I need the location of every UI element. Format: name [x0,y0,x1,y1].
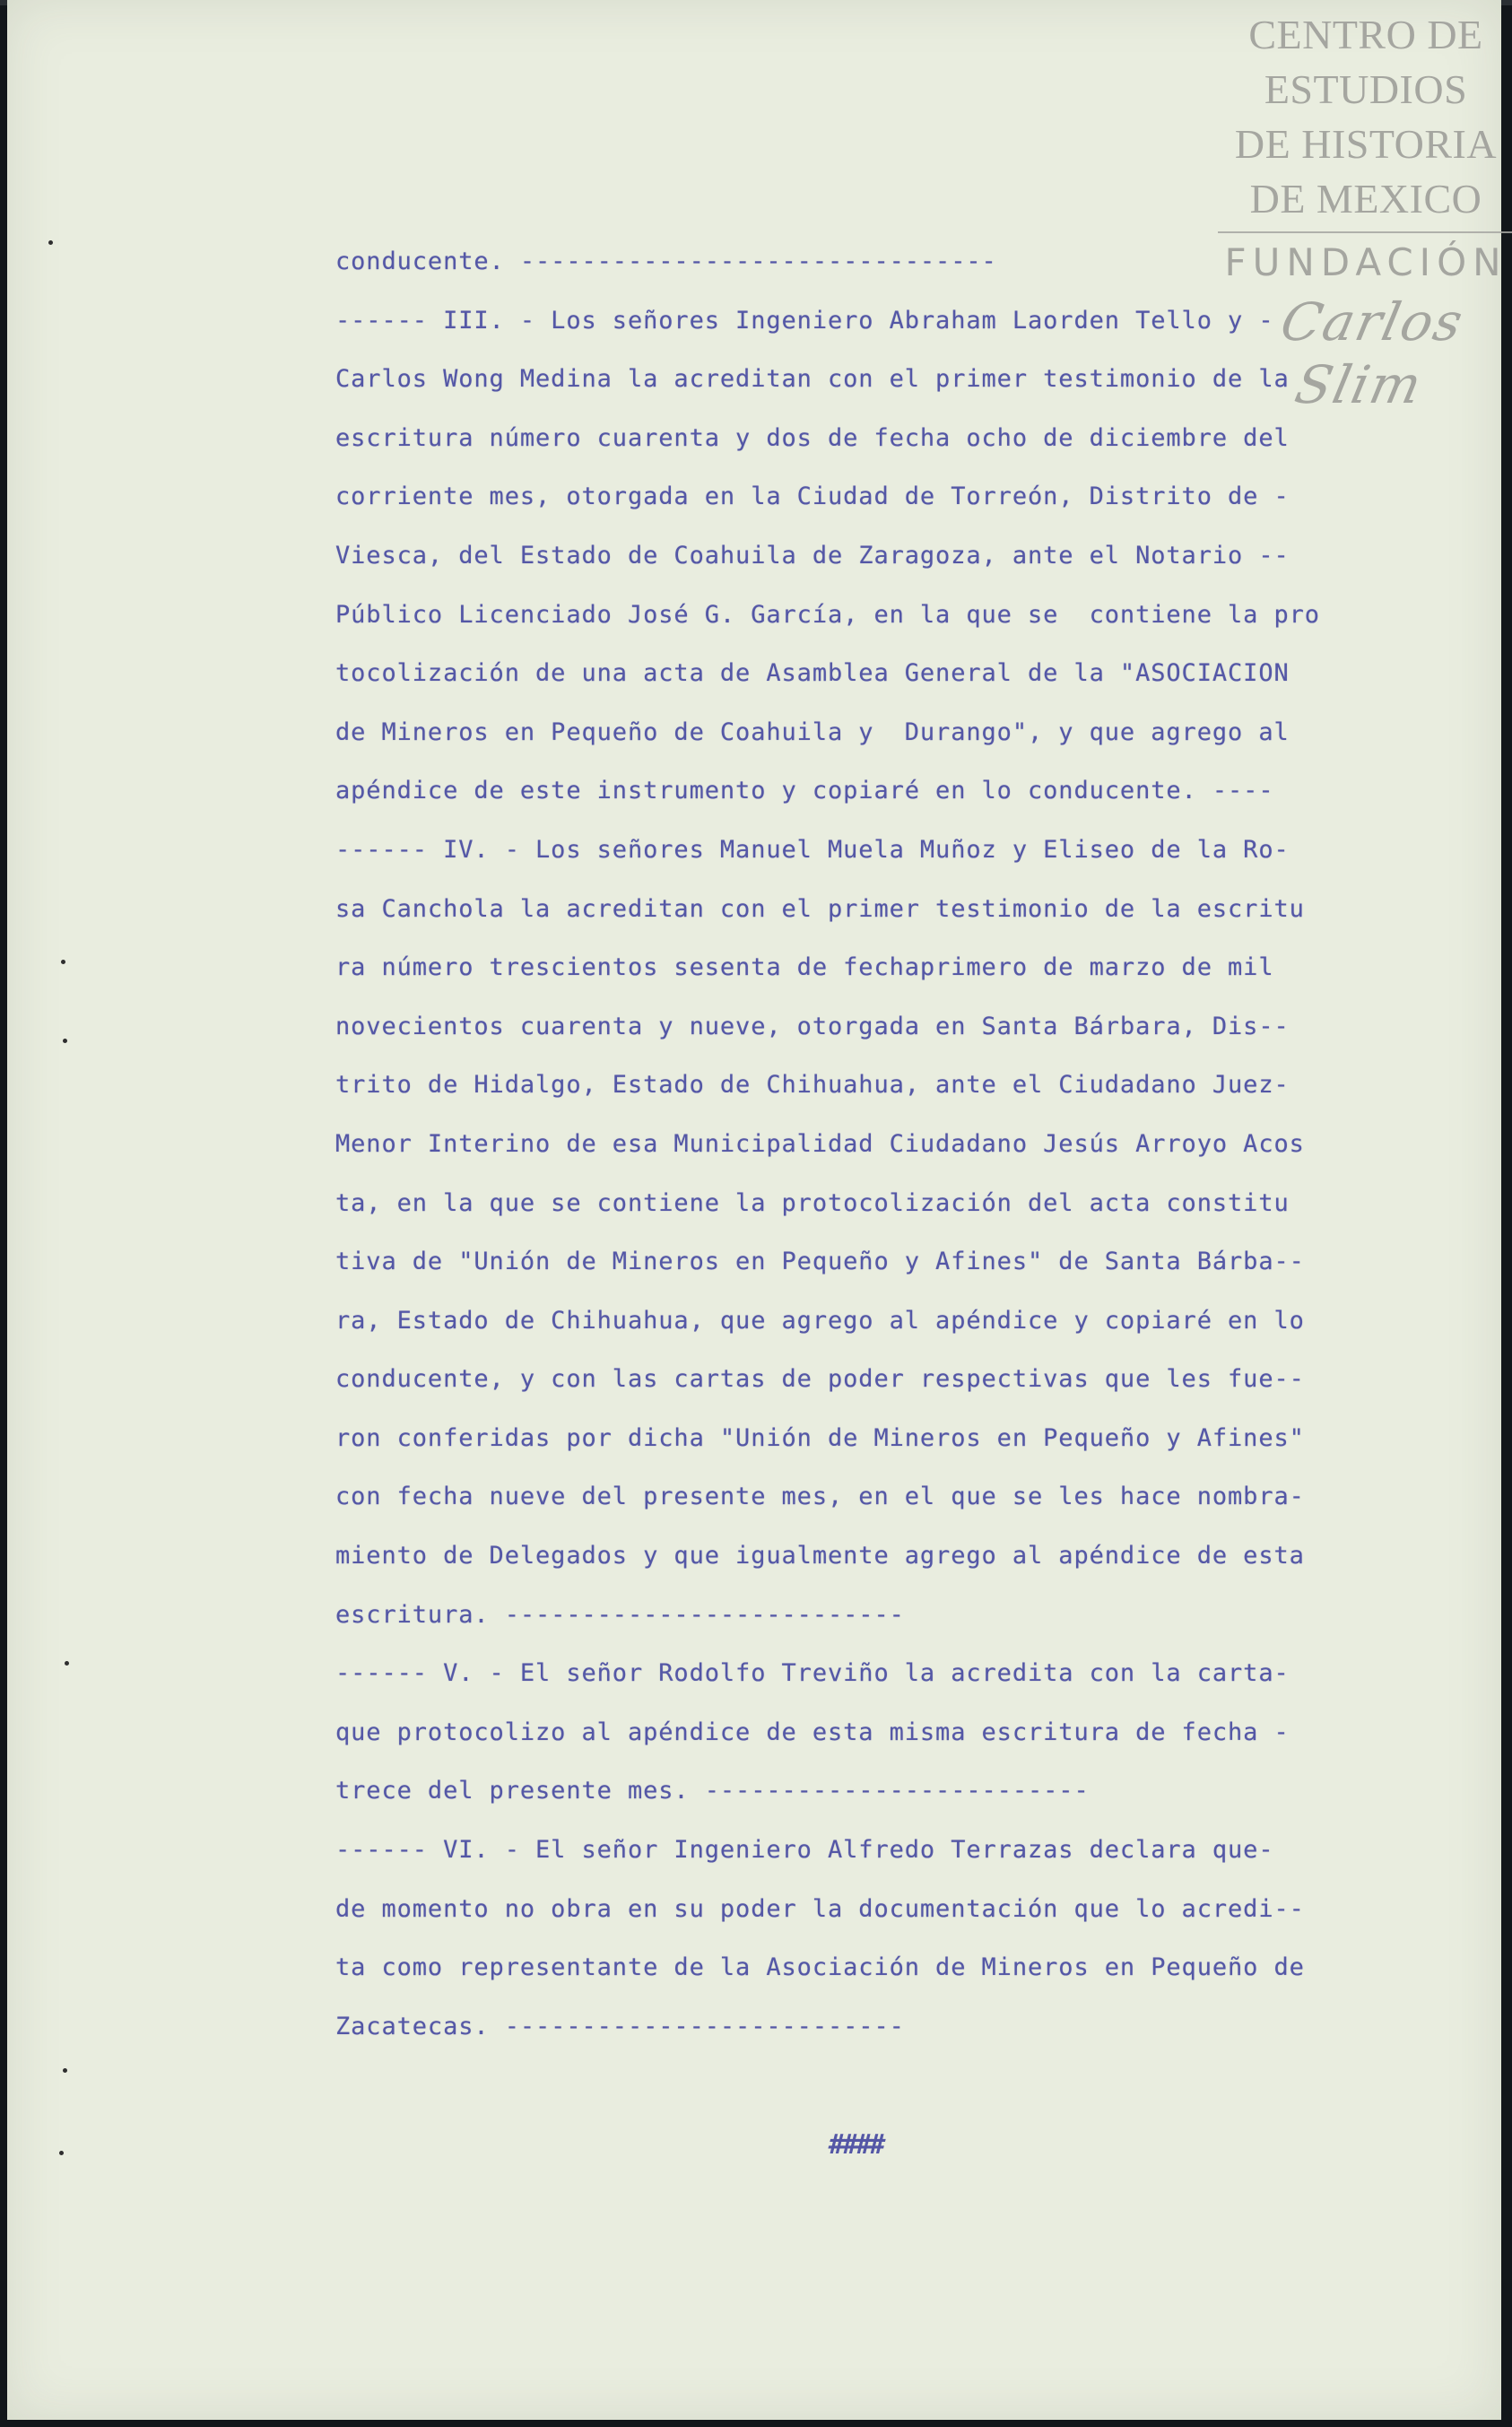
text-line: ------ III. - Los señores Ingeniero Abraham Laorden Tello y - [335,306,1274,335]
text-line: Viesca, del Estado de Coahuila de Zaragoza, ante el Notario -- [335,541,1290,570]
text-line: Público Licenciado José G. García, en la que se contiene la pro [335,600,1320,629]
document-page [7,0,1508,2420]
text-line: ------ IV. - Los señores Manuel Muela Muñoz y Eliseo de la Ro- [335,835,1290,864]
text-line: Zacatecas. -------------------------- [335,2012,905,2040]
watermark-divider [1218,231,1512,233]
text-line: apéndice de este instrumento y copiaré en lo conducente. ---- [335,777,1274,805]
text-line: miento de Delegados y que igualmente agrego al apéndice de esta [335,1542,1305,1570]
text-line: de Mineros en Pequeño de Coahuila y Durango", y que agrego al [335,718,1290,746]
paper-speck [63,1039,67,1043]
text-line: ------ V. - El señor Rodolfo Treviño la acredita con la carta- [335,1659,1290,1688]
paper-speck [63,2068,67,2073]
paper-speck [61,960,65,964]
watermark-line: CENTRO DE [1248,12,1483,57]
text-line: con fecha nueve del presente mes, en el que se les hace nombra- [335,1483,1305,1511]
watermark-line: ESTUDIOS [1264,66,1468,112]
text-line: de momento no obra en su poder la documentación que lo acredi-- [335,1894,1305,1923]
watermark-foundation: FUNDACIÓN [1224,240,1508,284]
watermark-line: DE MEXICO [1249,176,1482,222]
text-line: escritura. -------------------------- [335,1600,905,1629]
text-line: que protocolizo al apéndice de esta misma escritura de fecha - [335,1718,1290,1746]
text-line: ra número trescientos sesenta de fechaprimero de marzo de mil [335,953,1274,982]
paper-speck [48,240,53,245]
end-mark: #### [829,2129,883,2161]
text-line: ta, en la que se contiene la protocolización del acta constitu [335,1188,1290,1217]
typed-text-body [335,244,1320,2067]
text-line: corriente mes, otorgada en la Ciudad de Torreón, Distrito de - [335,483,1290,511]
text-line: ra, Estado de Chihuahua, que agrego al apéndice y copiaré en lo [335,1306,1305,1335]
text-line: conducente, y con las cartas de poder respectivas que les fue-- [335,1365,1305,1394]
text-line: novecientos cuarenta y nueve, otorgada en Santa Bárbara, Dis-- [335,1012,1290,1040]
text-line: ta como representante de la Asociación de Mineros en Pequeño de [335,1953,1305,1982]
text-line: escritura número cuarenta y dos de fecha ocho de diciembre del [335,423,1290,452]
text-line: sa Canchola la acreditan con el primer testimonio de la escritu [335,894,1305,923]
text-line: ron conferidas por dicha "Unión de Mineros en Pequeño y Afines" [335,1423,1305,1452]
paper-speck [65,1661,69,1666]
text-line: Menor Interino de esa Municipalidad Ciudadano Jesús Arroyo Acos [335,1129,1305,1158]
text-line: tocolización de una acta de Asamblea General de la "ASOCIACION [335,659,1290,688]
watermark-signature: Carlos Slim [1275,291,1470,415]
text-line: Carlos Wong Medina la acreditan con el primer testimonio de la [335,365,1290,394]
text-line: ------ VI. - El señor Ingeniero Alfredo Terrazas declara que- [335,1836,1274,1865]
text-line: tiva de "Unión de Mineros en Pequeño y Afines" de Santa Bárba-- [335,1248,1305,1276]
text-line: conducente. ------------------------------- [335,248,997,275]
text-line: trece del presente mes. ------------------------- [335,1777,1090,1805]
watermark-line: DE HISTORIA [1234,121,1498,167]
text-line: trito de Hidalgo, Estado de Chihuahua, ante el Ciudadano Juez- [335,1071,1290,1100]
paper-speck [59,2151,64,2155]
